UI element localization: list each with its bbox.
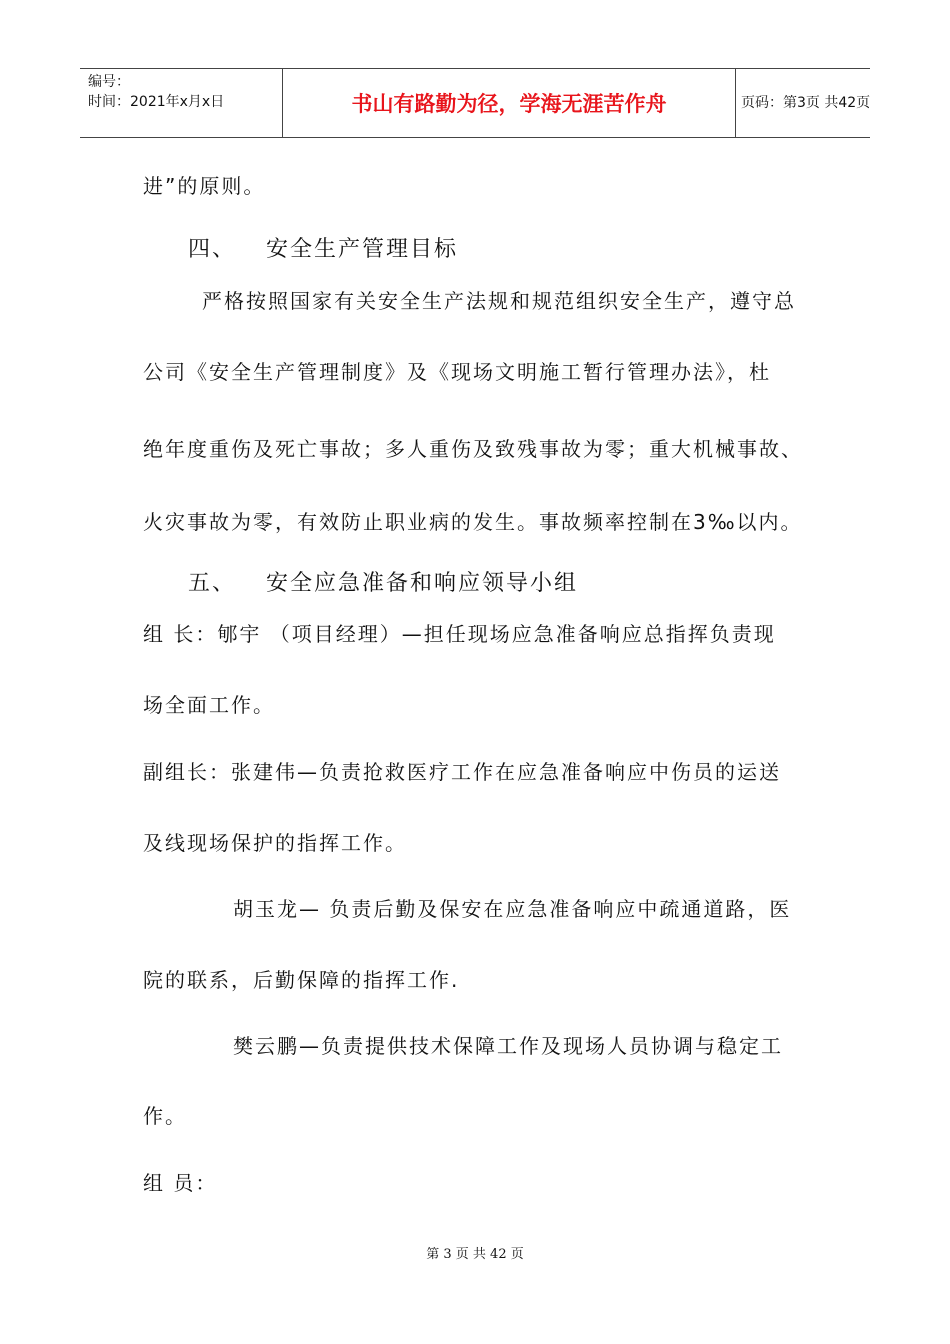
header-motto: 书山有路勤为径，学海无涯苦作舟: [351, 92, 667, 116]
deputy-line: 副组长：张建伟—负责抢救医疗工作在应急准备响应中伤员的运送: [143, 760, 781, 784]
leader-line: 组 长：郇宇 （项目经理）—担任现场应急准备响应总指挥负责现: [143, 622, 776, 646]
paragraph-line: 进”的原则。: [143, 174, 266, 198]
members-label: 组 员：: [143, 1171, 218, 1195]
paragraph-line: 绝年度重伤及死亡事故；多人重伤及致残事故为零；重大机械事故、: [143, 437, 803, 461]
page-header: [80, 68, 870, 138]
member-duty-line: 院的联系，后勤保障的指挥工作.: [143, 968, 460, 992]
document-time-label: 时间：2021年x月x日: [88, 94, 225, 110]
paragraph-line: 公司《安全生产管理制度》及《现场文明施工暂行管理办法》，杜: [143, 360, 771, 384]
paragraph-line: 火灾事故为零，有效防止职业病的发生。事故频率控制在3‰以内。: [143, 510, 803, 534]
member-duty-line: 胡玉龙— 负责后勤及保安在应急准备响应中疏通道路，医: [233, 897, 792, 921]
deputy-line: 及线现场保护的指挥工作。: [143, 831, 407, 855]
section-heading-4: [188, 236, 688, 264]
document-number-label: 编号：: [88, 74, 130, 90]
section-number: 四、: [188, 237, 237, 262]
member-duty-line: 作。: [143, 1104, 187, 1128]
member-duty-line: 樊云鹏—负责提供技术保障工作及现场人员协调与稳定工: [233, 1034, 783, 1058]
paragraph-line: 严格按照国家有关安全生产法规和规范组织安全生产，遵守总: [202, 289, 796, 313]
header-motto-cell: [282, 69, 736, 137]
page-footer: 第 3 页 共 42 页: [426, 1247, 524, 1262]
section-number: 五、: [188, 571, 237, 596]
leader-line: 场全面工作。: [143, 693, 275, 717]
section-title: 安全应急准备和响应领导小组: [266, 571, 579, 596]
header-page-cell: [735, 69, 870, 137]
header-info-cell: [80, 69, 282, 137]
header-page-code: 页码：第3页 共42页: [741, 95, 871, 111]
section-title: 安全生产管理目标: [266, 237, 459, 262]
section-heading-5: [188, 570, 788, 598]
